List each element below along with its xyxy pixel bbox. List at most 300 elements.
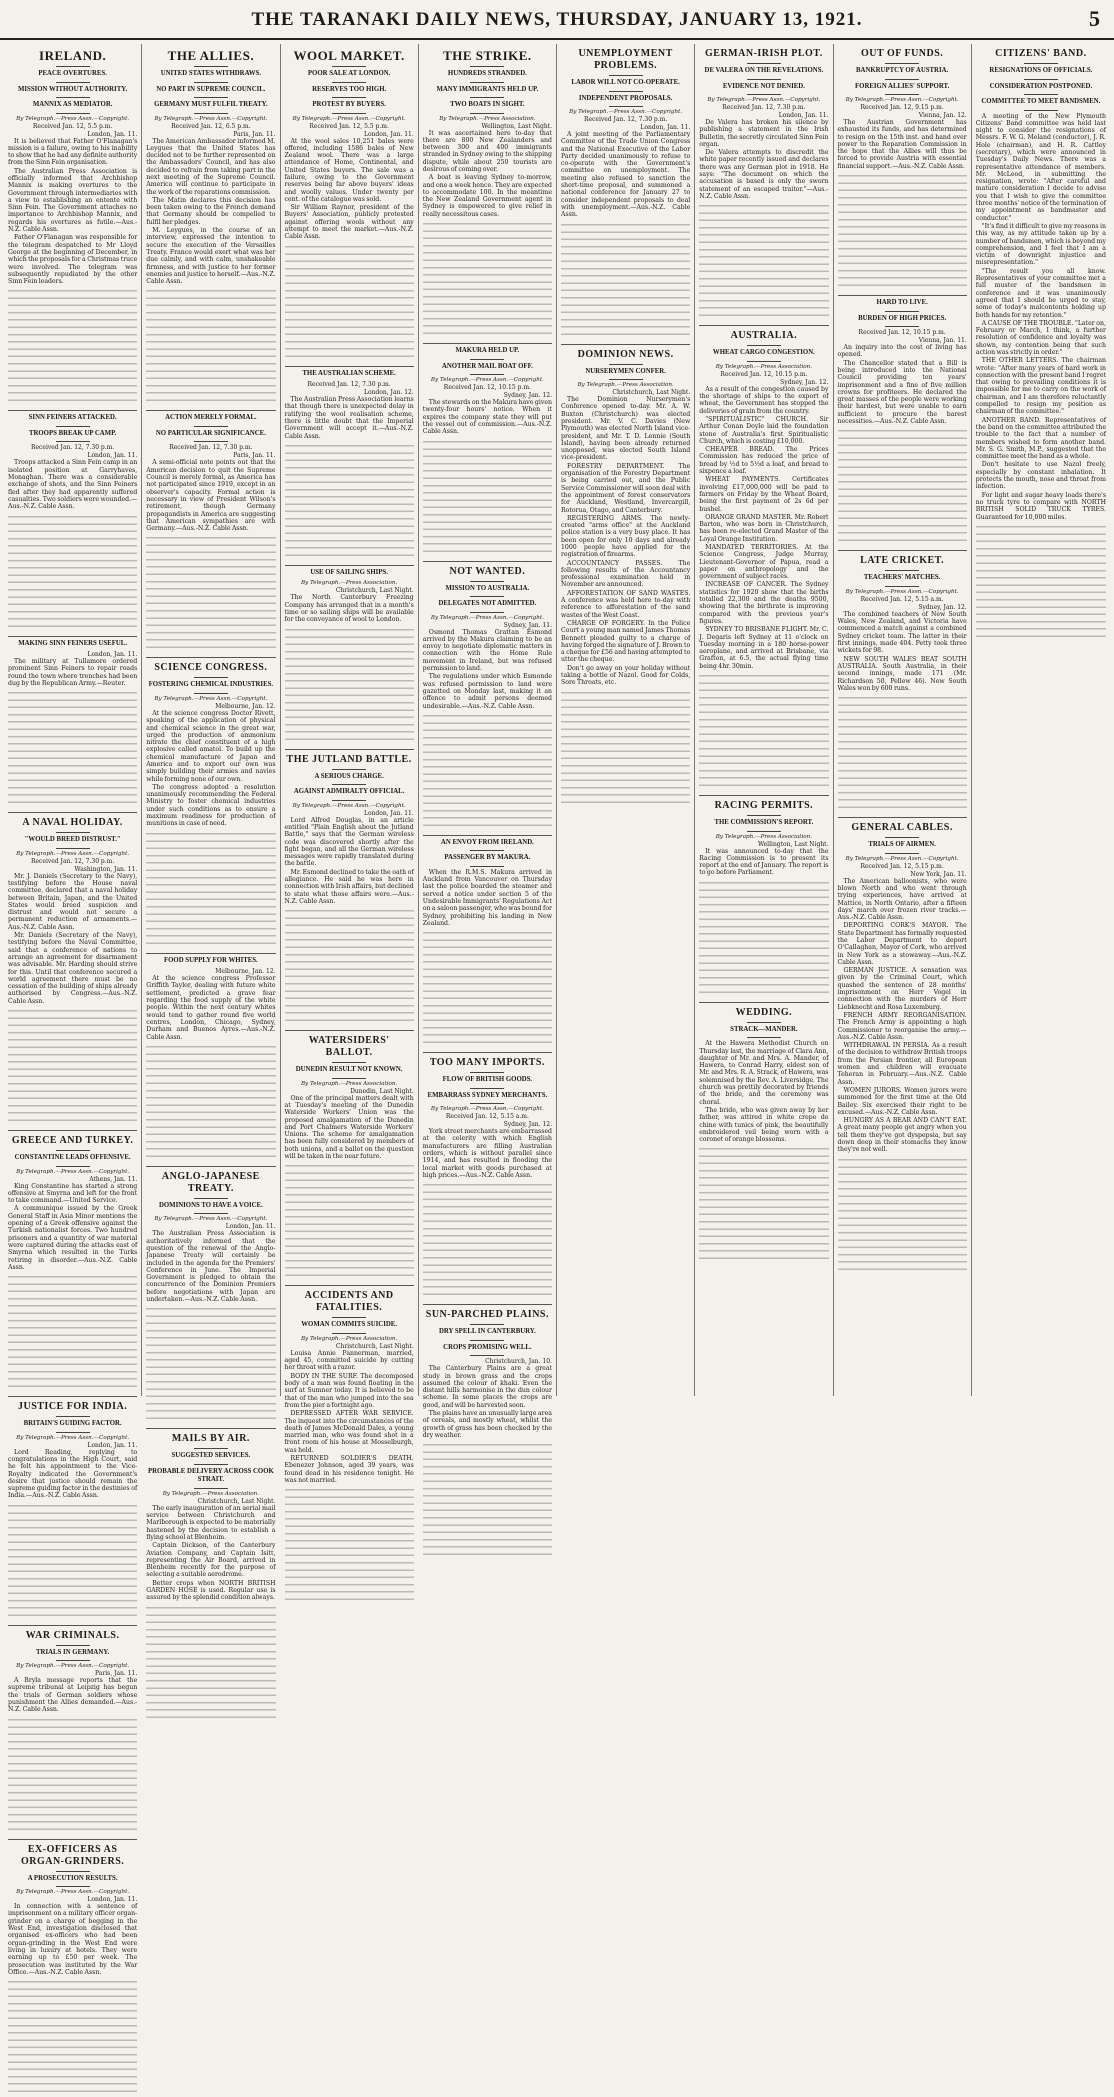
paragraph: The Australian Press Association is officially informed that Archbishop Mannix is making overtures to the Government through intermediaries with a view to establishing an entente with Sinn Fein. The Government attaches no importance to Archbishop Mannix, and regards his overtures as futile.—Aus.-N.Z. Cable Assn. [8, 167, 138, 234]
paragraph: The Matin declares this decision has been taken owing to the French demand that Germany should be compelled to fulfil her pledges. [146, 196, 276, 226]
subhead-rule [470, 581, 504, 582]
subhead-rule [470, 1355, 504, 1356]
subhead-rule [194, 1198, 228, 1199]
masthead-title: THE TARANAKI DAILY NEWS, THURSDAY, JANUARY 13, 1921. [251, 9, 863, 30]
subhead-rule [194, 1448, 228, 1449]
subhead-rule [885, 326, 919, 327]
paragraph: BODY IN THE SURF. The decomposed body of a man was found floating in the surf at Sumner today. It is believed to be that of the man who jumped into the sea from the pier a fortnight ago. [284, 1372, 414, 1409]
column-1 [4, 44, 142, 1976]
subheadline: COMMITTEE TO MEET BANDSMEN. [981, 98, 1101, 105]
dateline: Sydney, Jan. 12. [780, 378, 829, 386]
body-text-continuation [699, 878, 828, 998]
byline: By Telegraph.—Press Assn.—Copyright. [569, 109, 683, 115]
subhead-rule [56, 441, 90, 442]
paragraph: INCREASE OF CANCER. The Sydney statistics for 1920 show that the births totalled 22,300 and the deaths 9500, showing that the birthrate is improving compared with the previous year's figures. [699, 581, 829, 625]
article-divider [146, 657, 275, 658]
article [146, 410, 275, 653]
headline: AN ENVOY FROM IRELAND. [440, 838, 534, 846]
paragraph: DEPRESSED AFTER WAR SERVICE. The inquest into the circumstances of the death of James McDonald Dales, a young married man, who was found shot in a front room of his house at Mosselburgh, was held. [284, 1410, 414, 1454]
byline: By Telegraph.—Press Assn.—Copyright. [16, 1168, 130, 1175]
body-text-continuation [423, 1440, 552, 1560]
received-line: Received Jan. 12, 7.30 p.m. [169, 444, 253, 452]
paragraph: "The result you all know. Representatives of your committee met a full muster of the bandsmen in conference and it was unanimously agreed that I should be urged to stay, some of today's malcontents holding up both hands for my retention." [975, 267, 1106, 319]
paragraph: The American balloonists, who were blown North and who went through trying experiences, have arrived at Mattice, in North Ontario, after a fifteen days' march over frozen river tracks.—Aus.-N.Z. Cable Assn. [837, 877, 967, 922]
subhead-rule [885, 570, 919, 571]
body-text-continuation [146, 286, 275, 406]
headline: THE ALLIES. [167, 48, 255, 63]
subhead-rule [470, 1072, 504, 1073]
dateline: Washington, Jan. 11. [74, 865, 138, 873]
article-divider [423, 561, 552, 562]
received-line: Received Jan. 12, 10.15 p.m. [858, 329, 946, 337]
subhead-rule [470, 359, 504, 360]
page-number: 5 [1089, 6, 1100, 31]
headline: WEDDING. [735, 1006, 793, 1018]
subhead-rule [885, 63, 919, 64]
dateline: Wellington, Last Night. [757, 840, 829, 848]
article-divider [8, 636, 137, 637]
subhead-rule [1024, 110, 1058, 111]
paragraph: Lord Reading, replying to congratulations in the High Court, said he felt his appointment to the Vice-Royalty indicated the Government's desire that justice should remain the supreme guiding factor in the destinies of India.—Aus.-N.Z. Cable Assn. [8, 1448, 138, 1500]
paragraph: MANDATED TERRITORIES. At the Science Congress, Judge Murray, Lieutenant-Governor of Papua, read a paper on anthropology and the government of subject races. [699, 544, 829, 581]
subheadline: FOSTERING CHEMICAL INDUSTRIES. [148, 681, 274, 689]
paragraph: The Australian Press Association is authoritatively informed that the question of the renewal of the Anglo-Japanese Treaty will certainly be included in the agenda for the Premiers' Conference in June. The Imperial Government is pledged to obtain the concurrence of the Dominion Premiers before negotiations with Japan are undertaken.—Aus.-N.Z. Cable Assn. [146, 1230, 276, 1303]
paragraph: De Valera attempts to discredit the white paper recently issued and declares there was any German plot in 1918. He says: "The document on which the accusation is based is only the sworn statement of an escaped traitor."—Aus.-N.Z. Cable Assn. [699, 149, 829, 200]
headline: MAKURA HELD UP. [455, 347, 520, 355]
paragraph: At the Hawera Methodist Church on Thursday last, the marriage of Clara Ann, daughter of Mr. and Mrs. A. Mander, of Hawera, to Conrad Harry, eldest son of Mr. and Mrs. R. A. Strack, of Hawera, was solemnised by the Rev. A. Liversidge. The church was prettily decorated by friends of the bride, and the ceremony was choral. [699, 1040, 829, 1106]
paragraph: The North Canterbury Freezing Company has arranged that in a month's time or so sailing ships will be available for the conveyance of wool to London. [284, 594, 414, 624]
received-line: Received Jan. 12, 9.15 p.m. [860, 104, 944, 111]
paragraph: Don't go away on your holiday without taking a bottle of Nazol. Good for Colds, Sore Throats, etc. [561, 664, 691, 687]
article [285, 749, 414, 1027]
paragraph: FRENCH ARMY REORGANISATION. The French Army is appointing a high Commissioner to reorganise the army.—Aus.-N.Z. Cable Assn. [837, 1011, 967, 1041]
received-line: Received Jan. 12, 6.5 p.m. [171, 122, 251, 130]
paragraph: WITHDRAWAL IN PERSIA. As a result of the decision to withdraw British troops from the Persian frontier, all European women and children will evacuate Teheran in February.—Aus.-N.Z. Cable Assn. [837, 1042, 967, 1086]
headline: FOOD SUPPLY FOR WHITES. [163, 956, 258, 964]
body-text-continuation [285, 441, 414, 561]
body-text-continuation [976, 522, 1106, 642]
byline: By Telegraph.—Press Assn.—Copyright. [16, 115, 130, 122]
headline: MAILS BY AIR. [171, 1433, 250, 1445]
body-text-continuation [561, 688, 690, 808]
article [146, 1166, 275, 1424]
byline: By Telegraph.—Press Assn.—Copyright. [154, 1216, 268, 1223]
article [838, 550, 967, 813]
paragraph: One of the principal matters dealt with at Tuesday's meeting of the Dunedin Waterside Workers' Union was the proposed amalgamation of the Dunedin and Port Chalmers Waterside Workers' Unions. The scheme for amalgamation has been fully considered by members of both unions, and a ballot on the question will be taken in the near future. [284, 1094, 414, 1161]
subhead-rule [194, 97, 228, 98]
body-text-continuation [423, 1180, 552, 1300]
paragraph: The Austrian Government has exhausted its funds, and has determined to resign on the 15th inst. and hand over power to the Reparation Commission in the hope that the Allies will thus be forced to provide Austria with essential financial support.—Aus.-N.Z. Cable Assn. [837, 119, 967, 170]
body-text-continuation [423, 928, 552, 1048]
subhead-rule [885, 79, 919, 80]
article-divider [838, 817, 967, 818]
dateline: Christchurch, Last Night. [335, 1342, 414, 1350]
headline: LATE CRICKET. [860, 555, 945, 567]
headline: WATERSIDERS' BALLOT. [308, 1035, 390, 1059]
subhead-rule [56, 66, 90, 67]
subheadline: DELEGATES NOT ADMITTED. [438, 600, 537, 608]
dateline: Melbourne, Jan. 12. [215, 702, 276, 710]
dateline: Vienna, Jan. 11. [918, 337, 967, 345]
paragraph: It was ascertained here to-day that there are 800 New Zealanders and between 300 and 400 immigrants stranded in Sydney owing to the shipping dispute, while about 250 tourists are desirous of coming over. [422, 129, 552, 173]
headline: GENERAL CABLES. [851, 822, 953, 834]
body-text-continuation [8, 688, 137, 808]
dateline: Vienna, Jan. 12. [918, 112, 967, 119]
headline: ACTION MERELY FORMAL. [165, 414, 257, 422]
byline: By Telegraph.—Press Assn.—Copyright. [16, 1434, 130, 1441]
subhead-rule [194, 1213, 228, 1214]
subheadline: AGAINST ADMIRALTY OFFICIAL. [293, 788, 405, 796]
paragraph: The bride, who was given away by her father, was attired in white crepe de chine with tunics of pink, the beautifully embroidered veil being worn with a coronet of orange blossoms. [699, 1106, 829, 1144]
headline: WOOL MARKET. [293, 48, 405, 63]
dateline: London, Jan. 11. [87, 1896, 138, 1904]
body-text-continuation [8, 1977, 137, 2097]
dateline: Christchurch, Jan. 10. [485, 1358, 552, 1366]
article [8, 1396, 137, 1621]
paragraph: Father O'Flanagan was responsible for the telegram despatched to Mr Lloyd George at the beginning of December, in which the proposals for a Christmas truce were involved. The telegram was subsequently repudiated by the other Sinn Fein leaders. [8, 234, 138, 286]
article-divider [8, 1625, 137, 1626]
article-divider [838, 550, 967, 551]
subhead-rule [885, 837, 919, 838]
subheadline: STRACK—MANDER. [730, 1025, 798, 1033]
paragraph: M. Leygues, in the course of an interview, expressed the intention to secure the execution of the Versailles Treaty. France would exert what was her due calmly, and with calm, unshakeable firmness, and with justice to her former enemies and justice to herself.—Aus.-N.Z. Cable Assn. [146, 227, 276, 286]
subhead-rule [56, 1150, 90, 1151]
subhead-rule [56, 832, 90, 833]
headline: ACCIDENTS AND FATALITIES. [304, 1290, 394, 1314]
subhead-rule [1024, 94, 1058, 95]
subheadline: HUNDREDS STRANDED. [447, 70, 527, 77]
dateline: Christchurch, Last Night. [335, 587, 414, 595]
received-line: Received Jan. 12, 7.30 p.m. [583, 116, 668, 123]
subhead-rule [56, 97, 90, 98]
paragraph: The military at Tullamore ordered prominent Sinn Feiners to repair roads round the town where trenches had been dug by the Republican Army.—Reuter. [8, 658, 138, 687]
byline: By Telegraph.—Press Assn.—Copyright. [16, 850, 130, 857]
article [699, 795, 828, 998]
article [423, 561, 552, 831]
subheadline: TRIALS IN GERMANY. [36, 1648, 110, 1656]
subhead-rule [747, 1022, 781, 1023]
byline: By Telegraph.—Press Assn.—Copyright. [430, 1106, 544, 1113]
subhead-rule [470, 866, 504, 867]
body-text-continuation [8, 1715, 137, 1835]
body-text-continuation [423, 437, 552, 557]
subhead-rule [332, 66, 366, 67]
byline: By Telegraph.—Press Assn.—Copyright. [430, 614, 544, 621]
subheadline: THE COMMISSION'S REPORT. [714, 819, 814, 827]
paragraph: CHARGE OF FORGERY. In the Police Court a young man named James Thomas Bennett pleaded guilty to a charge of having forged the signature of J. Brown to a cheque for £56 and having attempted to utter the cheque. [561, 619, 691, 664]
subheadline: DUNEDIN RESULT NOT KNOWN. [295, 1066, 403, 1074]
paragraph: The regulations under which Esmonde was refused permission to land were gazetted on Monday last, making it an offence to admit persons deemed undesirable.—Aus.-N.Z. Cable Assn. [422, 673, 552, 710]
article-divider [8, 1396, 137, 1397]
article-divider [146, 953, 275, 954]
received-line: Received Jan. 12, 7.30 p.m. [30, 857, 115, 865]
article-divider [561, 344, 690, 345]
article [146, 657, 275, 948]
dateline: Christchurch, Last Night. [197, 1497, 276, 1505]
dateline: London, Jan. 11. [363, 809, 414, 817]
body-text-continuation [146, 1603, 275, 1723]
body-text-continuation [699, 1144, 828, 1264]
paragraph: Troops attacked a Sinn Fein camp in an isolated position at Garryhaves, Monaghan. There was a considerable exchange of shots, and the Sinn Feiners fled after they had apparently suffered casualties. Two soldiers were wounded.—Aus.-N.Z. Cable Assn. [8, 459, 138, 511]
subhead-rule [470, 374, 504, 375]
article-divider [8, 1839, 137, 1840]
article [838, 48, 967, 291]
subheadline: WHEAT CARGO CONGESTION. [712, 349, 815, 357]
subheadline: TWO BOATS IN SIGHT. [450, 101, 525, 108]
article-divider [285, 1285, 414, 1286]
paragraph: AFFORESTATION OF SAND WASTES. A conference was held here to-day with reference to afforestation of the sand wastes of the West Coast. [561, 589, 691, 619]
headline: JUSTICE FOR INDIA. [17, 1401, 128, 1413]
headline: CITIZENS' BAND. [995, 48, 1087, 59]
subheadline: TRIALS OF AIRMEN. [868, 841, 936, 849]
dateline: Wellington, Last Night. [481, 122, 552, 130]
subheadline: PROTEST BY BUYERS. [312, 101, 386, 108]
received-line: Received Jan. 12, 10.15 p.m. [443, 384, 531, 392]
subheadline: DOMINIONS TO HAVE A VOICE. [158, 1201, 263, 1209]
dateline: Sydney, Jan. 11. [503, 621, 552, 629]
headline: GREECE AND TURKEY. [11, 1135, 134, 1147]
subhead-rule [1024, 63, 1058, 64]
headline: MAKING SINN FEINERS USEFUL. [18, 639, 128, 647]
subheadline: BANKRUPTCY OF AUSTRIA. [856, 67, 949, 74]
body-text-continuation [561, 220, 690, 340]
article-divider [146, 1428, 275, 1429]
dateline: Sydney, Jan. 12. [503, 1121, 552, 1129]
article-divider [699, 325, 828, 326]
dateline: Christchurch, Last Night. [612, 389, 691, 397]
article [423, 343, 552, 556]
article [561, 48, 690, 340]
subheadline: TEACHERS' MATCHES. [863, 574, 941, 582]
subheadline: SUGGESTED SERVICES. [171, 1452, 251, 1460]
subhead-rule [194, 677, 228, 678]
subhead-rule [747, 63, 781, 64]
body-text-continuation [838, 171, 967, 291]
byline: By Telegraph.—Press Association. [300, 1080, 398, 1087]
byline: By Telegraph.—Press Assn.—Copyright. [845, 855, 959, 862]
column-2 [142, 44, 280, 1602]
subhead-rule [609, 106, 643, 107]
paragraph: NEW SOUTH WALES BEAT SOUTH AUSTRALIA. South Australia, in their second innings, made 171 (Mr. Richardson 50, Pellew 46). New South Wales won by 600 runs. [837, 655, 967, 692]
paragraph: DEPORTING CORK'S MAYOR. The State Department has formally requested the Labor Department to deport O'Callaghan, Mayor of Cork, who arrived in New York as a stowaway.—Aus.-N.Z. Cable Assn. [837, 922, 967, 966]
received-line: Received Jan. 12, 7.30 p.m. [307, 381, 391, 389]
paragraph: The Canterbury Plains are a great study in brown grass and the crops assumed the colour of khaki. Even the distant hills harmonise in the dun colour scheme. In some places the crops are good, and will be harvested soon. [422, 1365, 552, 1409]
dateline: Sydney, Jan. 12. [918, 603, 967, 611]
subheadline: CROPS PROMISING WELL. [443, 1343, 532, 1351]
subhead-rule [470, 113, 504, 114]
subhead-rule [747, 815, 781, 816]
article-divider [423, 1052, 552, 1053]
subheadline: FLOW OF BRITISH GOODS. [442, 1076, 533, 1084]
subhead-rule [56, 113, 90, 114]
article [285, 48, 414, 362]
subheadline: GERMANY MUST FULFIL TREATY. [154, 101, 268, 108]
article-divider [8, 410, 137, 411]
paragraph: When the R.M.S. Makura arrived in Auckland from Vancouver on Thursday last the police boarded the steamer and served a notice under section 5 of the Undesirable Immigrants' Regulations Act on a saloon passenger, who was bound for Sydney, prohibiting his landing in New Zealand. [422, 868, 552, 927]
body-text-continuation [285, 242, 414, 362]
headline: SCIENCE CONGRESS. [154, 662, 268, 674]
subhead-rule [609, 75, 643, 76]
dateline: London, Jan. 11. [640, 124, 691, 131]
received-line: Received Jan. 12, 5.5 p.m. [32, 122, 113, 130]
subheadline: A PROSECUTION RESULTS. [27, 1874, 118, 1882]
subheadline: CONSTANTINE LEADS OFFENSIVE. [14, 1154, 131, 1162]
subheadline: INDEPENDENT PROPOSALS. [578, 94, 673, 102]
byline: By Telegraph.—Press Assn.—Copyright. [292, 115, 406, 122]
paragraph: Captain Dickson, of the Canterbury Aviation Company, and Captain Isitt, representing the Air Board, arrived in Blenheim recently for the purpose of selecting a suitable aerodrome. [146, 1542, 276, 1579]
paragraph: Mr. Daniels (Secretary of the Navy), testifying before the Naval Committee, said that a conference of nations to arrange an agreement for disarmament was advisable. Mr. Harding should strive for this. Until that conference secured a world agreement there must be no cessation of the building of ships already authorised by Congress.—Aus.-N.Z. Cable Assn. [8, 932, 138, 1005]
subhead-rule [56, 1432, 90, 1433]
headline: ANGLO-JAPANESE TREATY. [161, 1170, 260, 1194]
paragraph: REGISTERING ARMS. The newly-created "arms office" at the Auckland police station is a very busy place. It has been open for only 10 days and already 1000 people have applied for the registration of firearms. [561, 514, 691, 559]
dateline: London, Jan. 11. [87, 452, 138, 460]
subheadline: EMBARRASS SYDNEY MERCHANTS. [427, 1091, 548, 1099]
article-divider [8, 812, 137, 813]
subhead-rule [332, 113, 366, 114]
headline: RACING PERMITS. [714, 800, 814, 812]
body-text-continuation [285, 906, 414, 1026]
paragraph: Mr. J. Daniels (Secretary to the Navy), testifying before the House naval committee, declared that a naval holiday between Britain, Japan, and the United States would breed suspicion and distrust and would not secure a permanent reduction of armaments.—Aus.-N.Z. Cable Assn. [8, 872, 138, 931]
subhead-rule [194, 113, 228, 114]
paragraph: THE OTHER LETTERS. The chairman wrote: "After many years of hard work in connection with the present band I regret that owing to prevailing conditions it is impossible for me to carry on the work of chairman, and I am therefore reluctantly compelled to resign my position as chairman of the committee." [975, 357, 1106, 416]
article-divider [285, 565, 414, 566]
paragraph: "SPIRITUALISTIC" CHURCH. Sir Arthur Conan Doyle laid the foundation stone of Australia's first Spiritualistic Church, which is costing £10,000. [699, 415, 829, 445]
subheadline: RESIGNATIONS OF OFFICIALS. [989, 67, 1093, 74]
body-text-continuation [146, 533, 275, 653]
article [423, 835, 552, 1048]
body-text-continuation [146, 829, 275, 949]
subhead-rule [470, 97, 504, 98]
article [146, 48, 275, 406]
subhead-rule [747, 79, 781, 80]
subhead-rule [56, 1645, 90, 1646]
subheadline: NURSERYMEN CONFER. [585, 367, 666, 375]
paragraph: Sir William Raynor, president of the Buyers' Association, publicly protested against offering wools without any attempt to meet the market.—Aus.-N.Z. Cable Assn. [284, 204, 414, 241]
column-8 [972, 44, 1110, 1396]
dateline: Sydney, Jan. 12. [503, 392, 552, 400]
subhead-rule [470, 612, 504, 613]
subheadline: MISSION WITHOUT AUTHORITY. [18, 85, 128, 93]
subhead-rule [332, 769, 366, 770]
subhead-rule [885, 853, 919, 854]
subhead-rule [332, 1333, 366, 1334]
column-7 [834, 44, 972, 1396]
dateline: Paris, Jan. 11. [233, 130, 276, 138]
headline: SUN-PARCHED PLAINS. [425, 1309, 549, 1321]
paragraph: King Constantine has started a strong offensive at Smyrna and left for the front to take command.—United Service. [8, 1182, 138, 1205]
article-divider [423, 343, 552, 344]
article [8, 1130, 137, 1392]
body-text-continuation [8, 512, 137, 632]
byline: By Telegraph.—Press Assn.—Copyright. [154, 695, 268, 702]
article-divider [423, 835, 552, 836]
paragraph: Louisa Annie Pannerman, married, aged 45, committed suicide by cutting her throat with a razor. [284, 1349, 414, 1372]
headline: EX-OFFICERS AS ORGAN-GRINDERS. [20, 1843, 125, 1867]
dateline: New York, Jan. 11. [910, 870, 967, 878]
subhead-rule [56, 1886, 90, 1887]
subhead-rule [885, 311, 919, 312]
paragraph: The stewards on the Makura have given twenty-four hours' notice. When it expires the company state they will put the vessel out of commission.—Aus.-N.Z. Cable Assn. [422, 399, 552, 436]
subheadline: POOR SALE AT LONDON. [307, 70, 391, 77]
dateline: Paris, Jan. 11. [233, 452, 276, 460]
subheadline: ANOTHER MAIL BOAT OFF. [441, 362, 533, 370]
body-text-continuation [838, 1155, 967, 1275]
dateline: Athens, Jan. 11. [89, 1175, 138, 1183]
received-line: Received Jan. 12, 7.30 p.m. [30, 444, 115, 452]
dateline: London, Jan. 11. [225, 1223, 276, 1231]
headline: THE AUSTRALIAN SCHEME. [302, 369, 396, 377]
article [561, 344, 690, 808]
paragraph: ANOTHER BAND. Representatives of the band on the committee attributed the trouble to the fact that a number of members wished to form another band. Mr. S. G. Smith, M.P., suggested that the committee meet the band as a whole. [975, 416, 1106, 461]
byline: By Telegraph.—Press Assn.—Copyright. [292, 802, 406, 809]
subhead-rule [194, 426, 228, 427]
subhead-rule [470, 1340, 504, 1341]
column-3 [281, 44, 419, 1484]
masthead [0, 0, 1114, 40]
headline: USE OF SAILING SHIPS. [310, 568, 388, 576]
subhead-rule [332, 1062, 366, 1063]
headline: THE STRIKE. [443, 48, 532, 63]
byline: By Telegraph.—Press Assn.—Copyright. [845, 588, 959, 595]
article [146, 1428, 275, 1722]
dateline: London, Jan. 11. [778, 112, 829, 119]
headline: DOMINION NEWS. [577, 348, 674, 360]
paragraph: A communique issued by the Greek General Staff in Asia Minor mentions the opening of a Greek offensive against the Turkish nationalist forces. Two hundred prisoners and a quantity of war material were captured during the attacks east of Smyrna which resulted in the Turks retiring in disorder.—Aus.-N.Z. Cable Assn. [8, 1205, 138, 1271]
paragraph: Lord Alfred Douglas, in an article entitled "Plain English about the Jutland Battle," says that the German wireless code was discovered shortly after the fight began, and all the German wireless messages were rapidly translated during the battle. [284, 816, 414, 868]
body-text-continuation [285, 1485, 414, 1605]
body-text-continuation [8, 1501, 137, 1621]
subhead-rule [470, 1103, 504, 1104]
byline: By Telegraph.—Press Assn.—Copyright. [154, 115, 268, 122]
subhead-rule [332, 97, 366, 98]
article [838, 817, 967, 1274]
subhead-rule [609, 364, 643, 365]
headline: GERMAN-IRISH PLOT. [705, 48, 823, 59]
received-line: Received Jan. 12, 5.15 p.m. [860, 862, 944, 870]
subhead-rule [194, 441, 228, 442]
article-divider [285, 1030, 414, 1031]
subheadline: BURDEN OF HIGH PRICES. [858, 314, 947, 322]
paragraph: HUNGRY AS A BEAR AND CAN'T EAT. A great many people get angry when you tell them they've got dyspepsia, but say down deep in their stomachs they know they're not well. [837, 1117, 967, 1154]
subheadline: FOREIGN ALLIES' SUPPORT. [855, 82, 950, 90]
article [285, 1285, 414, 1605]
subhead-rule [332, 1317, 366, 1318]
byline: By Telegraph.—Press Association. [715, 833, 813, 840]
received-line: Received Jan. 12, 5.15 a.m. [860, 595, 944, 603]
dateline: London, Jan. 11. [87, 130, 138, 138]
subhead-rule [1024, 79, 1058, 80]
byline: By Telegraph.—Press Association. [715, 363, 813, 370]
paragraph: "It's find it difficult to give my reasons in this way, as my attitude taken up by a number of bandsmen, which is beyond my comprehension, and I feel that I am a victim of downright injustice and misrepresentation." [975, 222, 1106, 267]
headline: A NAVAL HOLIDAY. [22, 817, 123, 829]
article-divider [8, 1130, 137, 1131]
subheadline: EVIDENCE NOT DENIED. [722, 82, 805, 90]
subheadline: DE VALERA ON THE REVELATIONS. [704, 67, 824, 74]
body-text-continuation [8, 1272, 137, 1392]
dateline: London, Jan. 11. [87, 1441, 138, 1449]
subheadline: MANNIX AS MEDIATOR. [32, 101, 113, 108]
subheadline: PEACE OVERTURES. [38, 70, 107, 77]
received-line: Received Jan. 12, 5.15 a.m. [445, 1113, 529, 1121]
paragraph: RETURNED SOLDIER'S DEATH. Ebenezer Johnson, aged 39 years, was found dead in his residence tonight. He was not married. [284, 1455, 414, 1484]
subhead-rule [470, 596, 504, 597]
paragraph: At the science congress Doctor Rivett, speaking of the application of physical and chemical science in the great war, urged the production of ammonium nitrate the chief constituent of a high explosive called amatol. To build up the chemical manufacture of Japan and America and to export our own was simply building their armies and navies while forming none of our own. [146, 709, 276, 783]
subhead-rule [747, 831, 781, 832]
article [699, 1002, 828, 1265]
byline: By Telegraph.—Press Association. [577, 382, 674, 389]
paragraph: WHEAT PAYMENTS. Certificates involving £17,000,000 will be paid to farmers on Friday by the Wheat Board, being the first payment of 2s 6d per bushel. [699, 476, 829, 513]
article-divider [285, 366, 414, 367]
